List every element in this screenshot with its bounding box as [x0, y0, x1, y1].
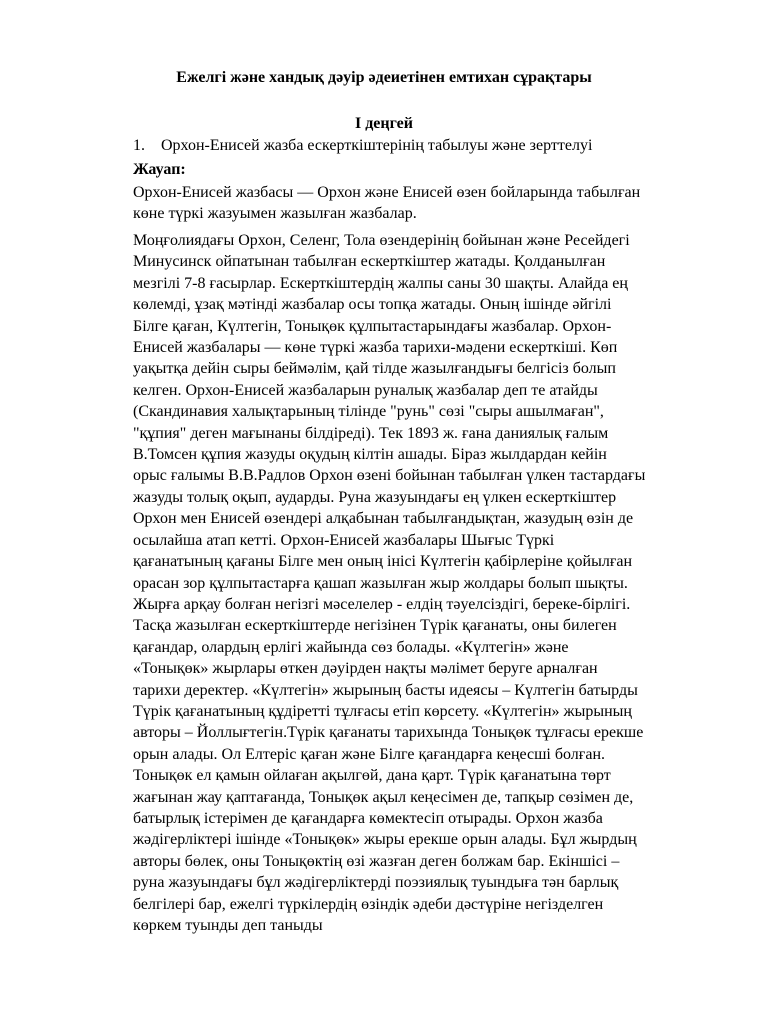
paragraph-line: (Скандинавия халықтарының тілінде "рунь" сөзі "сыры ашылмаған", [133, 403, 604, 421]
paragraph-line: орасан зор құлпытастарға қашап жазылған жыр жолдары болып шықты. [133, 574, 628, 592]
question-item [133, 136, 592, 156]
question-text: Орхон-Енисей жазба ескерткіштерінің табылуы және зерттелуі [161, 137, 593, 154]
paragraph-line: Жырға арқау болған негізгі мәселелер - елдің тәуелсіздігі, береке-бірлігі. [133, 595, 631, 613]
paragraph-line: Орхон-Енисей жазбасы — Орхон және Енисей өзен бойларында табылған [133, 184, 641, 201]
paragraph-line: көлемді, ұзақ мәтінді жазбалар осы топқа жатады. Оның ішінде әйгілі [133, 296, 612, 314]
paragraph-line: Тасқа жазылған ескерткіштерде негізінен Түрік қағанаты, оны билеген [133, 617, 617, 635]
paragraph-line: руна жазуындағы бұл жәдігерліктерді поэзиялық туындыға тән барлық [133, 874, 619, 892]
paragraph-line: Орхон мен Енисей өзендері алқабынан табылғандықтан, жазудың өзін де [133, 510, 634, 528]
paragraph-line: Енисей жазбалары — көне түркі жазба тарихи-мәдени ескерткіші. Көп [133, 339, 618, 357]
paragraph-line: қағанатының қағаны Білге мен оның інісі Күлтегін қабірлеріне қойылған [133, 553, 633, 571]
paragraph-line: Минусинск ойпатынан табылған ескерткіштер жатады. Қолданылған [133, 253, 606, 271]
paragraph-line: Түрік қағанатының құдіретті тұлғасы етіп көрсету. «Күлтегін» жырының [133, 702, 632, 720]
level-heading: I деңгей [354, 115, 413, 132]
paragraph-line: батырлық істерімен де қағандарға көмектесіп отырады. Орхон жазба [133, 809, 603, 827]
paragraph-line: Моңғолиядағы Орхон, Селенг, Тола өзендерінің бойынан және Ресейдегі [133, 232, 630, 249]
paragraph-line: белгілері бар, ежелгі түркілердің өзіндік әдеби дәстүріне негізделген [133, 895, 604, 913]
question-number: 1. [133, 137, 145, 154]
paragraph-line: Білге қаған, Күлтегін, Тонықөк құлпытастарындағы жазбалар. Орхон- [133, 317, 612, 335]
answer-paragraph-2 [133, 230, 725, 936]
paragraph-line: орын алады. Ол Елтеріс қаған және Білге қағандарға кеңесші болған. [133, 745, 606, 763]
paragraph-line: көне түркі жазуымен жазылған жазбалар. [133, 205, 417, 223]
answer-paragraph-1 [133, 182, 725, 225]
paragraph-line: "құпия" деген мағынаны білдіреді). Тек 1893 ж. ғана даниялық ғалым [133, 424, 609, 442]
paragraph-line: орыс ғалымы В.В.Радлов Орхон өзені бойынан табылған үлкен тастардағы [133, 467, 646, 485]
paragraph-line: жағынан жау қаптағанда, Тонықөк ақыл кеңесімен де, тапқыр сөзімен де, [133, 788, 634, 806]
document-title: Ежелгі және хандық дәуір әдеиетінен емтихан сұрақтары [176, 69, 592, 86]
paragraph-line: тарихи деректер. «Күлтегін» жырының басты идеясы – Күлтегін батырды [133, 681, 638, 699]
paragraph-line: жазуды толық оқып, аударды. Руна жазуындағы ең үлкен ескерткіштер [133, 488, 617, 506]
paragraph-line: қағандар, олардың ерлігі жайында сөз болады. «Күлтегін» және [133, 638, 569, 656]
paragraph-line: «Тонықөк» жырлары өткен дәуірден нақты мәлімет беруге арналған [133, 660, 598, 678]
paragraph-line: мезгілі 7-8 ғасырлар. Ескерткіштердің жалпы саны 30 шақты. Алайда ең [133, 274, 628, 292]
paragraph-line: келген. Орхон-Енисей жазбаларын руналық жазбалар деп те атайды [133, 381, 598, 399]
paragraph-line: Тонықөк ел қамын ойлаған ақылгөй, дана қарт. Түрік қағанатына төрт [133, 767, 611, 785]
paragraph-line: уақытқа дейін сыры беймәлім, қай тілде жазылғандығы белгісіз болып [133, 360, 616, 378]
paragraph-line: В.Томсен құпия жазуды оқудың кілтін ашады. Біраз жылдардан кейін [133, 446, 607, 464]
paragraph-line: осылайша атап кетті. Орхон-Енисей жазбалары Шығыс Түркі [133, 531, 555, 549]
paragraph-line: авторы – Йоллығтегін.Түрік қағанаты тарихында Тонықөк тұлғасы ерекше [133, 724, 644, 742]
paragraph-line: жәдігерліктері ішінде «Тонықөк» жыры ерекше орын алады. Бұл жырдың [133, 831, 637, 849]
paragraph-line: көркем туынды деп таныды [133, 917, 323, 934]
answer-label: Жауап: [133, 161, 186, 178]
paragraph-line: авторы бөлек, оны Тонықөктің өзі жазған деген болжам бар. Екіншісі – [133, 852, 620, 870]
